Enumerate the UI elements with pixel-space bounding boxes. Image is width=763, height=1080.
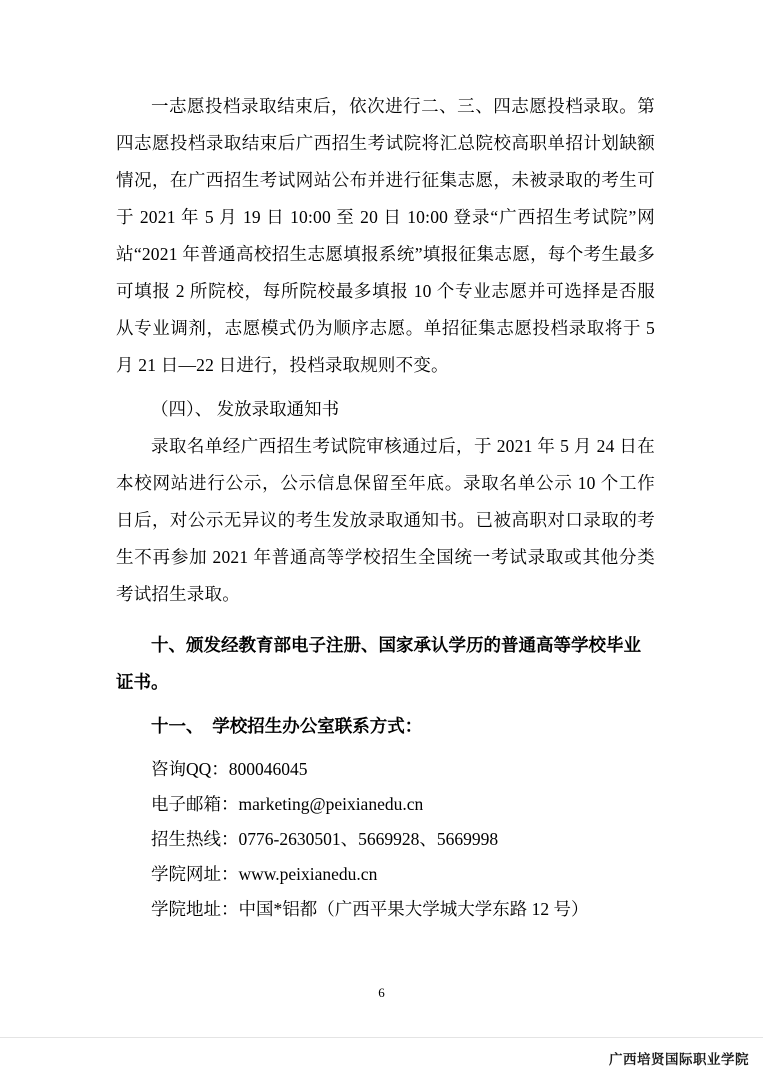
contact-website: 学院网址：www.peixianedu.cn [151, 864, 378, 884]
contact-qq: 咨询QQ：800046045 [151, 759, 308, 779]
page-number: 6 [378, 985, 385, 1000]
section-ten-heading: 十、颁发经教育部电子注册、国家承认学历的普通高等学校毕业证书。 [116, 635, 641, 692]
spacer [116, 701, 655, 708]
footer-school-name: 广西培贤国际职业学院 [609, 1052, 749, 1067]
subheading-issue-notice: （四）、 发放录取通知书 [151, 399, 340, 419]
contact-address: 学院地址：中国*铝都（广西平果大学城大学东路 12 号） [151, 899, 589, 919]
spacer [116, 745, 655, 752]
spacer [116, 384, 655, 391]
section-eleven-heading: 十一、 学校招生办公室联系方式： [151, 716, 423, 736]
paragraph-admission-notice: 录取名单经广西招生考试院审核通过后，于 2021 年 5 月 24 日在本校网站进行公示，公示信息保留至年底。录取名单公示 10 个工作日后，对公示无异议的考生发放录取通知书。已被高职对口录取的考生不再参加 2021 年普通高等学校招生全国统一考试录取或其他分类考试招生录取。 [116, 436, 655, 604]
paragraph-volunteer-admission: 一志愿投档录取结束后，依次进行二、三、四志愿投档录取。第四志愿投档录取结束后广西招生考试院将汇总院校高职单招计划缺额情况，在广西招生考试网站公布并进行征集志愿，未被录取的考生可于 2021 年 5 月 19 日 10:00 至 20 日 10:00 登录“广西招生考试院”网站“2021 年普通高校招生志愿填报系统”填报征集志愿，每个考生最多可填报 2 所院校，每所院校最多填报 10 个专业志愿并可选择是否服从专业调剂，志愿模式仍为顺序志愿。单招征集志愿投档录取将于 5 月 21 日—22 日进行，投档录取规则不变。 [116, 96, 660, 375]
contact-email: 电子邮箱：marketing@peixianedu.cn [151, 794, 424, 814]
spacer [116, 613, 655, 627]
contact-hotline: 招生热线：0776-2630501、5669928、5669998 [151, 829, 499, 849]
